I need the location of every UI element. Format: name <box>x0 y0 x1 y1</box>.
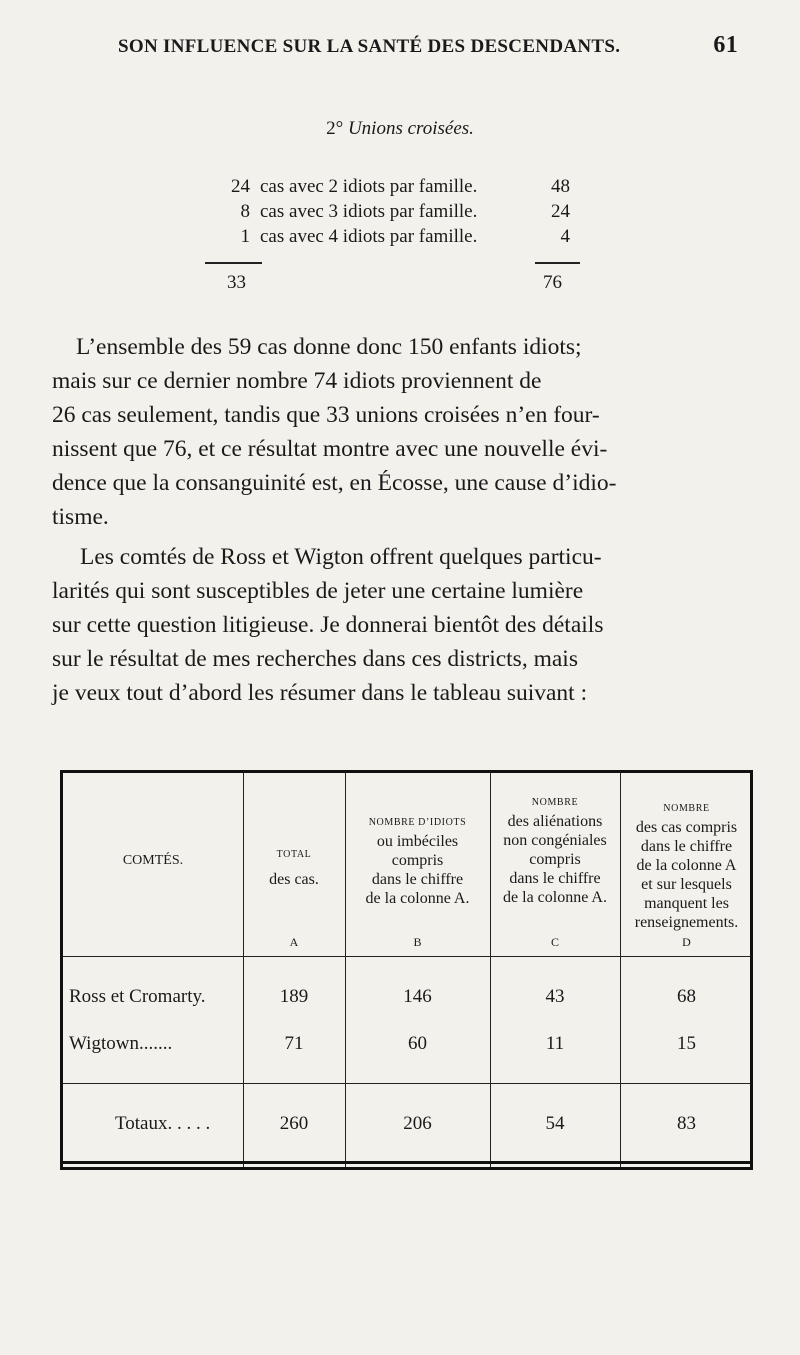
header-letter-a: A <box>289 935 299 949</box>
cell-c: 43 <box>545 986 565 1007</box>
header-letter-d: D <box>682 935 691 949</box>
header-letter-b: B <box>413 935 422 949</box>
total-a: 260 <box>279 1113 309 1134</box>
header-d-line: dans le chiffre <box>640 838 733 855</box>
header-c-line: compris <box>529 851 581 868</box>
header-total-label: TOTAL <box>276 849 312 860</box>
header-d <box>620 799 753 932</box>
sum-rule-left <box>205 262 262 264</box>
running-title: SON INFLUENCE SUR LA SANTÉ DES DESCENDANTS. <box>118 36 621 57</box>
header-d-line: des cas compris <box>635 819 738 836</box>
paragraph-1 <box>52 330 750 534</box>
header-c <box>490 793 620 907</box>
cell-b: 60 <box>408 1033 427 1054</box>
header-b-line: de la colonne A. <box>365 890 470 907</box>
header-d-line: de la colonne A <box>636 857 737 874</box>
children-count: 24 <box>551 201 570 222</box>
children-count: 4 <box>560 226 570 247</box>
header-b-line: ou imbéciles <box>376 833 459 850</box>
cell-a: 71 <box>284 1033 304 1054</box>
crossed-unions-list <box>195 176 595 251</box>
text-line: mais sur ce dernier nombre 74 idiots proviennent de <box>52 368 542 394</box>
county-name: Wigtown....... <box>69 1033 173 1054</box>
header-b-line: dans le chiffre <box>371 871 464 888</box>
header-total-sub: des cas. <box>269 871 319 888</box>
text-line: sur cette question litigieuse. Je donnerai bientôt des détails <box>52 612 604 638</box>
paragraph-2 <box>52 540 750 710</box>
text-line: L’ensemble des 59 cas donne donc 150 enfants idiots; <box>76 334 582 360</box>
children-count: 48 <box>551 176 570 197</box>
text-line: sur le résultat de mes recherches dans ces districts, mais <box>52 646 578 672</box>
header-c-line: de la colonne A. <box>503 889 607 906</box>
text-line: Les comtés de Ross et Wigton offrent quelques particu- <box>80 544 602 570</box>
header-c-line: dans le chiffre <box>509 870 601 887</box>
header-comtes: COMTÉS. <box>122 853 184 868</box>
case-text: cas avec 2 idiots par famille. <box>260 176 478 197</box>
list-item <box>195 176 595 201</box>
counties-table <box>60 770 753 1170</box>
header-c-line: non congéniales <box>503 832 607 849</box>
text-line: tisme. <box>52 504 109 530</box>
total-b: 206 <box>403 1113 432 1134</box>
case-count: 24 <box>231 176 250 197</box>
header-b-label: NOMBRE D’IDIOTS <box>368 817 467 828</box>
section-number: 2° <box>326 118 344 139</box>
header-d-line: manquent les <box>644 895 729 912</box>
header-c-label: NOMBRE <box>531 797 579 808</box>
column-divider <box>243 773 244 1167</box>
bottom-rule <box>63 1161 750 1164</box>
page-number: 61 <box>713 32 738 58</box>
total-children: 76 <box>543 272 562 293</box>
county-name: Ross et Cromarty. <box>69 986 206 1007</box>
list-item <box>195 226 595 251</box>
header-total <box>243 845 345 889</box>
total-c: 54 <box>545 1113 565 1134</box>
text-line: je veux tout d’abord les résumer dans le tableau suivant : <box>52 680 588 706</box>
header-d-label: NOMBRE <box>663 803 710 814</box>
cell-c: 11 <box>545 1033 565 1054</box>
section-title-text: Unions croisées. <box>347 118 474 139</box>
total-cases: 33 <box>227 272 246 293</box>
header-b <box>345 813 490 908</box>
header-c-line: des aliénations <box>507 813 603 830</box>
sum-rule-right <box>535 262 580 264</box>
header-b-line: compris <box>391 852 444 869</box>
section-title <box>0 118 800 140</box>
text-line: nissent que 76, et ce résultat montre avec une nouvelle évi- <box>52 436 608 462</box>
cell-a: 189 <box>279 986 309 1007</box>
case-text: cas avec 4 idiots par famille. <box>260 226 478 247</box>
total-d: 83 <box>677 1113 696 1134</box>
header-rule <box>63 956 750 957</box>
header-d-line: et sur lesquels <box>641 876 732 893</box>
case-text: cas avec 3 idiots par famille. <box>260 201 478 222</box>
cell-d: 15 <box>677 1033 696 1054</box>
cell-b: 146 <box>403 986 432 1007</box>
cell-d: 68 <box>677 986 696 1007</box>
text-line: larités qui sont susceptibles de jeter une certaine lumière <box>52 578 584 604</box>
text-line: dence que la consanguinité est, en Écosse, une cause d’idio- <box>52 470 617 496</box>
running-head <box>118 32 738 58</box>
header-d-line: renseignements. <box>634 914 739 931</box>
case-count: 1 <box>240 226 250 247</box>
list-item <box>195 201 595 226</box>
case-count: 8 <box>240 201 250 222</box>
totals-rule <box>63 1083 750 1084</box>
totals-label: Totaux. . . . . <box>115 1113 211 1134</box>
header-letter-c: C <box>550 935 559 949</box>
text-line: 26 cas seulement, tandis que 33 unions croisées n’en four- <box>52 402 600 428</box>
